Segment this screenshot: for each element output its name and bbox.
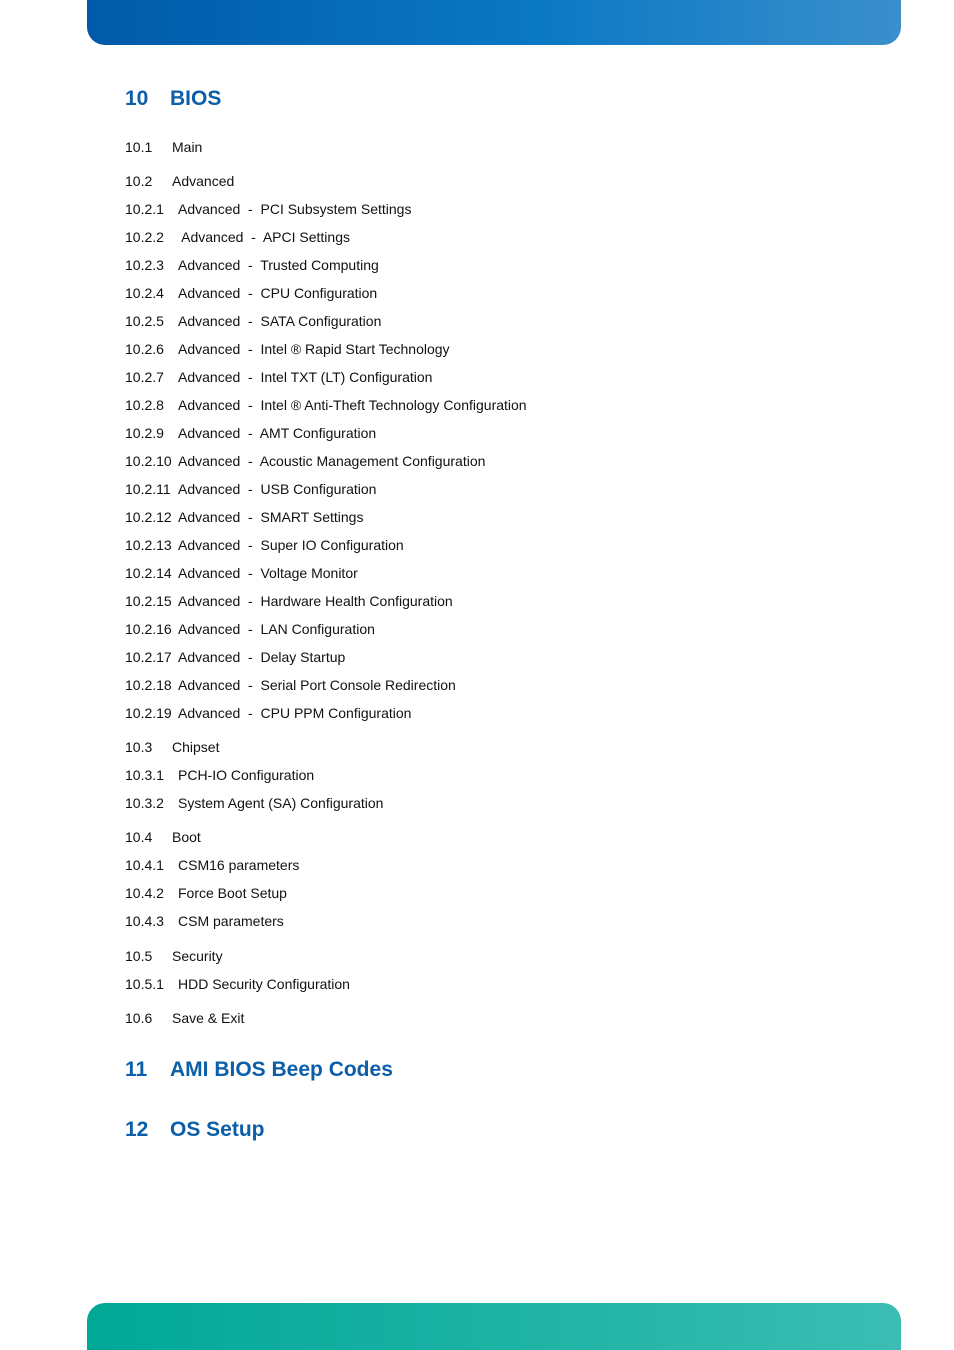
- section-number: 10.2.13: [125, 537, 172, 553]
- toc-entry[interactable]: [125, 620, 375, 638]
- section-number: 10.5: [125, 948, 153, 964]
- section-number: 10.5.1: [125, 976, 164, 992]
- section-number: 10.2.19: [125, 705, 172, 721]
- section-title: Advanced - Acoustic Management Configuration: [178, 453, 486, 469]
- section-number: 10.2.2: [125, 229, 164, 245]
- toc-entry[interactable]: [125, 648, 345, 666]
- section-title: Advanced - Serial Port Console Redirection: [178, 677, 456, 693]
- toc-entry[interactable]: [125, 256, 379, 274]
- section-title: OS Setup: [170, 1118, 265, 1141]
- section-title: Advanced - PCI Subsystem Settings: [178, 201, 412, 217]
- section-title: CSM parameters: [178, 913, 284, 929]
- bottom-banner: [87, 1303, 901, 1350]
- section-title: CSM16 parameters: [178, 857, 300, 873]
- section-number: 10.2.6: [125, 341, 164, 357]
- toc-entry[interactable]: [125, 975, 350, 993]
- section-number: 10.2.7: [125, 369, 164, 385]
- section-title: Advanced - Voltage Monitor: [178, 565, 358, 581]
- section-title: Advanced - Intel ® Anti-Theft Technology Configuration: [178, 397, 527, 413]
- toc-entry[interactable]: [125, 312, 381, 330]
- toc-entry[interactable]: [125, 138, 202, 156]
- section-title: Advanced - Intel ® Rapid Start Technology: [178, 341, 450, 357]
- toc-entry[interactable]: [125, 564, 358, 582]
- toc-entry[interactable]: [125, 766, 314, 784]
- section-title: Advanced - APCI Settings: [178, 229, 350, 245]
- toc-entry[interactable]: [125, 228, 350, 246]
- section-title: System Agent (SA) Configuration: [178, 795, 384, 811]
- toc-entry[interactable]: [125, 912, 284, 930]
- toc-entry[interactable]: [125, 794, 383, 812]
- section-number: 10.2.16: [125, 621, 172, 637]
- section-number: 10.2.3: [125, 257, 164, 273]
- section-title: Advanced - SMART Settings: [178, 509, 364, 525]
- toc-entry[interactable]: [125, 947, 223, 965]
- section-title: Force Boot Setup: [178, 885, 287, 901]
- section-number: 10.4.2: [125, 885, 164, 901]
- section-title: AMI BIOS Beep Codes: [170, 1058, 393, 1081]
- section-number: 10.2.14: [125, 565, 172, 581]
- section-number: 10.2.11: [125, 481, 171, 497]
- section-title: Security: [172, 948, 223, 964]
- section-title: Advanced - Super IO Configuration: [178, 537, 404, 553]
- toc-entry[interactable]: [125, 704, 411, 722]
- section-number: 10.6: [125, 1010, 153, 1026]
- toc-entry[interactable]: [125, 284, 377, 302]
- section-title: Main: [172, 139, 203, 155]
- section-number: 10.3.1: [125, 767, 164, 783]
- section-number: 10.2.8: [125, 397, 164, 413]
- section-number: 10.4: [125, 829, 153, 845]
- toc-entry[interactable]: [125, 172, 234, 190]
- toc-entry[interactable]: [125, 368, 432, 386]
- section-heading: [125, 1117, 265, 1143]
- section-number: 10.2.12: [125, 509, 172, 525]
- toc-entry[interactable]: [125, 480, 376, 498]
- section-number: 10: [125, 87, 149, 110]
- section-number: 10.4.1: [125, 857, 164, 873]
- top-banner: [87, 0, 901, 45]
- toc-entry[interactable]: [125, 200, 411, 218]
- section-title: Advanced - Trusted Computing: [178, 257, 379, 273]
- section-title: Advanced - CPU PPM Configuration: [178, 705, 412, 721]
- section-number: 10.2.18: [125, 677, 172, 693]
- toc-entry[interactable]: [125, 340, 450, 358]
- section-number: 10.2.9: [125, 425, 164, 441]
- section-title: PCH-IO Configuration: [178, 767, 315, 783]
- section-title: Advanced - USB Configuration: [178, 481, 377, 497]
- toc-entry[interactable]: [125, 884, 287, 902]
- toc-entry[interactable]: [125, 424, 376, 442]
- section-title: Advanced - Delay Startup: [178, 649, 346, 665]
- section-number: 10.2.17: [125, 649, 172, 665]
- section-number: 10.2.15: [125, 593, 172, 609]
- section-title: Advanced: [172, 173, 235, 189]
- section-title: Advanced - Hardware Health Configuration: [178, 593, 453, 609]
- section-number: 10.2.10: [125, 453, 172, 469]
- section-number: 10.3: [125, 739, 153, 755]
- section-title: Chipset: [172, 739, 220, 755]
- section-title: Advanced - LAN Configuration: [178, 621, 375, 637]
- section-number: 10.2: [125, 173, 153, 189]
- section-number: 10.3.2: [125, 795, 164, 811]
- section-title: Save & Exit: [172, 1010, 245, 1026]
- toc-entry[interactable]: [125, 1009, 244, 1027]
- toc-entry[interactable]: [125, 508, 363, 526]
- section-number: 10.2.4: [125, 285, 164, 301]
- section-title: Advanced - Intel TXT (LT) Configuration: [178, 369, 433, 385]
- section-title: HDD Security Configuration: [178, 976, 350, 992]
- section-title: Advanced - SATA Configuration: [178, 313, 382, 329]
- section-title: Advanced - AMT Configuration: [178, 425, 377, 441]
- toc-entry[interactable]: [125, 856, 299, 874]
- section-number: 10.2.1: [125, 201, 164, 217]
- section-title: Advanced - CPU Configuration: [178, 285, 378, 301]
- section-number: 12: [125, 1118, 149, 1141]
- toc-entry[interactable]: [125, 592, 453, 610]
- section-number: 10.4.3: [125, 913, 164, 929]
- toc-entry[interactable]: [125, 676, 456, 694]
- toc-entry[interactable]: [125, 536, 404, 554]
- section-title: BIOS: [170, 87, 222, 110]
- section-title: Boot: [172, 829, 201, 845]
- toc-entry[interactable]: [125, 738, 219, 756]
- section-heading: [125, 86, 221, 112]
- toc-entry[interactable]: [125, 396, 527, 414]
- section-number: 11: [125, 1058, 148, 1081]
- section-number: 10.2.5: [125, 313, 164, 329]
- section-number: 10.1: [125, 139, 153, 155]
- toc-entry[interactable]: [125, 452, 485, 470]
- section-heading: [125, 1057, 393, 1083]
- toc-entry[interactable]: [125, 828, 201, 846]
